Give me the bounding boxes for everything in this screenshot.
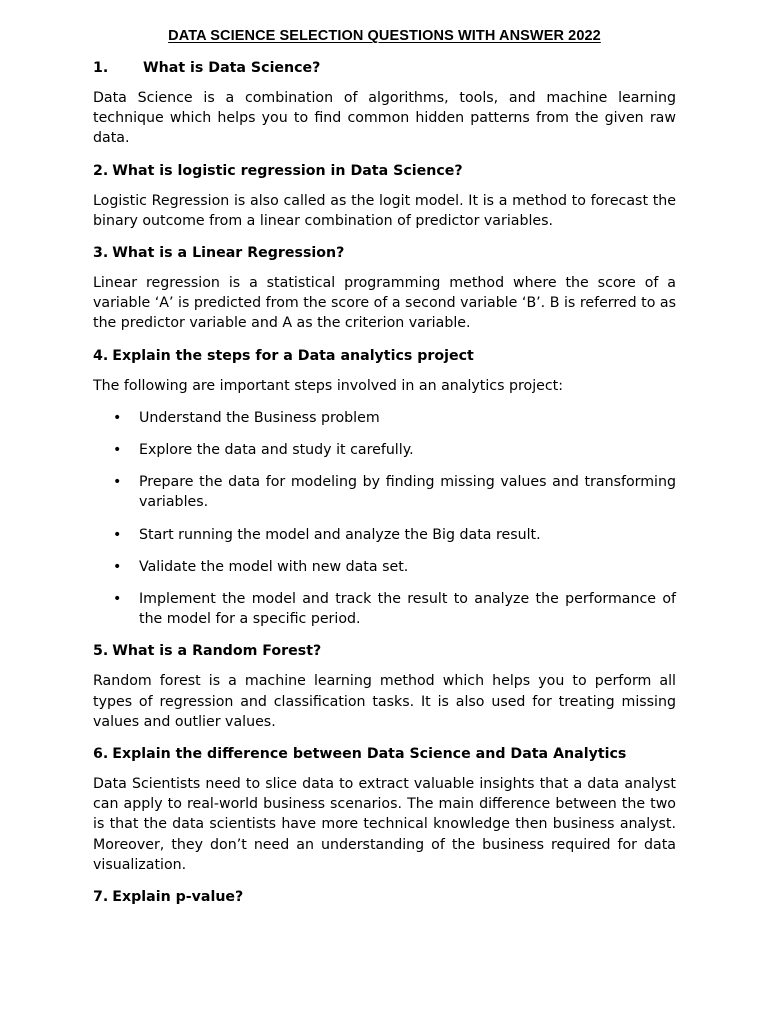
document-title: DATA SCIENCE SELECTION QUESTIONS WITH ANSWER 2022: [168, 28, 601, 44]
list-item-text: Start running the model and analyze the Big data result.: [139, 526, 541, 543]
question-5-heading: [93, 641, 676, 661]
list-item-text: Validate the model with new data set.: [139, 558, 409, 575]
question-5-text: What is a Random Forest?: [112, 643, 322, 660]
question-2-text: What is logistic regression in Data Science?: [112, 162, 463, 179]
bullet-icon: •: [113, 442, 122, 459]
question-5-answer: Random forest is a machine learning method which helps you to perform all types of regression and classification tasks. It is also used for treating missing values and outlier values.: [93, 673, 676, 730]
question-4: [93, 346, 676, 630]
question-6-answer: Data Scientists need to slice data to extract valuable insights that a data analyst can apply to real-world business scenarios. The main difference between the two is that the data scientists have more technical knowledge then business analyst. Moreover, they don’t need an understanding of the business required for data visualization.: [93, 776, 676, 873]
question-7-number: 7.: [93, 889, 109, 906]
question-4-text: Explain the steps for a Data analytics project: [112, 347, 474, 364]
question-1-heading: [93, 58, 676, 78]
question-6-heading: [93, 744, 676, 764]
question-3-answer: Linear regression is a statistical programming method where the score of a variable ‘A’ is predicted from the score of a second variable ‘B’. B is referred to as the predictor variable and A as the criterion variable.: [93, 275, 676, 332]
list-item: [93, 472, 676, 512]
question-1-answer: Data Science is a combination of algorithms, tools, and machine learning technique which helps you to find common hidden patterns from the given raw data.: [93, 90, 676, 147]
list-item-text: Implement the model and track the result to analyze the performance of the model for a specific period.: [139, 591, 676, 628]
bullet-icon: •: [113, 526, 122, 543]
question-3-text: What is a Linear Regression?: [112, 245, 345, 262]
bullet-icon: •: [113, 474, 122, 491]
list-item: [93, 440, 676, 460]
question-6-number: 6.: [93, 746, 109, 763]
question-3-heading: [93, 243, 676, 263]
question-2-answer: Logistic Regression is also called as the logit model. It is a method to forecast the binary outcome from a linear combination of predictor variables.: [93, 192, 676, 229]
question-4-intro: The following are important steps involved in an analytics project:: [93, 377, 564, 394]
question-4-number: 4.: [93, 347, 109, 364]
question-5: [93, 641, 676, 732]
question-7-text: Explain p-value?: [112, 889, 244, 906]
question-7: [93, 887, 676, 907]
list-item: [93, 408, 676, 428]
question-6-text: Explain the difference between Data Science and Data Analytics: [112, 746, 627, 763]
steps-list: [93, 408, 676, 630]
question-3: [93, 243, 676, 334]
bullet-icon: •: [113, 409, 122, 426]
question-4-heading: [93, 346, 676, 366]
list-item: [93, 557, 676, 577]
question-2: [93, 161, 676, 231]
list-item: [93, 525, 676, 545]
question-2-number: 2.: [93, 162, 109, 179]
question-6: [93, 744, 676, 875]
bullet-icon: •: [113, 591, 122, 608]
question-2-heading: [93, 161, 676, 181]
question-1-text: What is Data Science?: [143, 60, 321, 76]
list-item-text: Understand the Business problem: [139, 409, 380, 426]
question-1-number: 1.: [93, 60, 109, 76]
bullet-icon: •: [113, 558, 122, 575]
question-5-number: 5.: [93, 643, 109, 660]
list-item-text: Explore the data and study it carefully.: [139, 442, 414, 459]
list-item: [93, 589, 676, 629]
question-7-heading: [93, 887, 676, 907]
list-item-text: Prepare the data for modeling by finding missing values and transforming variables.: [139, 474, 676, 511]
question-1: [93, 58, 676, 149]
question-3-number: 3.: [93, 245, 109, 262]
